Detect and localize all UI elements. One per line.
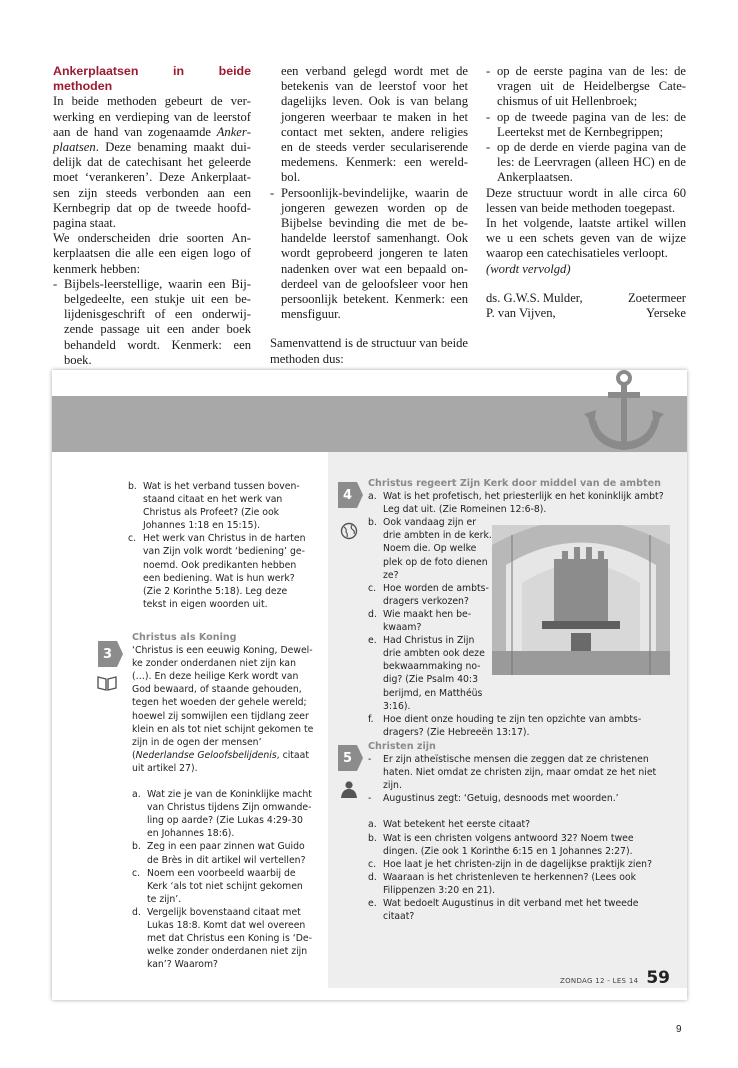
question-item: a. Wat is het profetisch, het priesterlijk en het koninklijk ambt? Leg dat uit. (Zie Romeinen 12:6-8).	[368, 491, 664, 516]
question-item: d. Wie maakt hen bekwaam?	[368, 608, 472, 634]
paragraph: In beide methoden gebeurt de verwerking en verdieping van de leerstof aan de hand van zogenaamde Ankerplaatsen. Deze benaming maakt duidelijk dat de catechisant het geleerde moet ‘verankeren’. Deze Ankerplaatsen zijn steeds verbonden aan een Kernbegrip dat op de tweede hoofdpagina staat.	[53, 94, 251, 231]
list-item: - Persoonlijk-bevindelijke, waarin de jongeren gewezen worden op de Bijbelse bevinding die met de behandelde leerstof samenhangt. Ook wordt geprobeerd jongeren te laten nadenken over wat een bepaald onderdeel van de geloofsleer voor hen persoonlijk betekent. Kenmerk: een mensfiguur.	[270, 185, 468, 322]
question-item: b. Zeg in een paar zinnen wat Guido de Brès in dit artikel wil vertellen?	[132, 841, 306, 866]
page-number: 9	[676, 1024, 682, 1035]
question-item: c. Noem een voorbeeld waarbij de Kerk ‘als tot niet schijnt gekomen te zijn’.	[132, 867, 303, 905]
section-4-title: Christus regeert Zijn Kerk door middel van de ambten	[368, 478, 661, 489]
book-page-image	[52, 370, 687, 1000]
question-item: d. Vergelijk bovenstaand citaat met Lukas 18:8. Komt dat wel overeen met dat Christus een Koning is ‘Dewelke zonder onderdanen niet zijn kan’? Waarom?	[132, 906, 312, 971]
footer-label: ZONDAG 12 - LES 14	[560, 977, 639, 985]
article-column-3	[486, 64, 686, 321]
section-4-badge: 4	[338, 482, 357, 508]
paragraph: We onderscheiden drie soorten Ankerplaatsen die alle een eigen logo of kenmerk hebben:	[53, 231, 251, 276]
footer-page-number: 59	[646, 968, 670, 988]
section-5	[368, 740, 670, 923]
question-item: f. Hoe dient onze houding te zijn ten opzichte van ambtsdragers? (Zie Hebreeën 13:17).	[368, 713, 642, 738]
section-3-questions	[132, 788, 314, 971]
section-5-bullet: - Augustinus zegt: ‘Getuig, desnoods met woorden.’	[368, 793, 619, 805]
summary-paragraph: Samenvattend is de structuur van beide methoden dus:	[270, 336, 468, 366]
question-item: c. Hoe laat je het christen-zijn in de dagelijkse praktijk zien?	[368, 858, 653, 870]
signature-1: ds. G.W.S. Mulder, Zoetermeer	[486, 290, 686, 305]
article-column-2	[270, 64, 468, 367]
question-item: c. Hoe worden de ambtsdragers verkozen?	[368, 582, 489, 607]
church-photo	[492, 525, 670, 675]
globe-icon	[338, 522, 360, 540]
question-c: c. Het werk van Christus in de harten van Zijn volk wordt ‘bediening’ genoemd. Ook predikanten hebben een bediening. Wat is hun werk? (Zie 2 Korinthe 5:18). Leg deze tekst in eigen woorden uit.	[128, 533, 306, 610]
article-heading: Ankerplaatsen in beide methoden	[53, 64, 251, 94]
list-item-continued: een verband gelegd wordt met de betekenis van de leerstof voor het dagelijks leven. Ook is van belang jongeren weerbaar te maken in het contact met sekten, andere religies en de steeds verder seculariserende medemens. Kenmerk: een wereldbol.	[281, 64, 468, 185]
left-questions	[128, 480, 308, 611]
section-3	[132, 631, 314, 971]
question-item: e. Had Christus in Zijn drie ambten ook deze bekwaammaking nodig? (Zie Psalm 40:3 berijmd, en Matthéüs 3:16).	[368, 635, 485, 712]
paragraph: Deze structuur wordt in alle circa 60 lessen van beide methoden toegepast.	[486, 185, 686, 215]
anchor-icon	[582, 370, 666, 454]
section-3-quote: ‘Christus is een eeuwig Koning, Dewelke zonder onderdanen niet zijn kan (…). En deze heilige Kerk wordt van God bewaard, of staande gehouden, tegen het woeden der gehele wereld; hoewel zij somwijlen een tijdlang zeer klein en als tot niet schijnt gekomen te zijn in de ogen der mensen’ (Nederlandse Geloofsbelijdenis, citaat uit artikel 27).	[132, 645, 314, 774]
list-item: - op de eerste pagina van de les: de vragen uit de Heidelbergse Catechismus of uit Hellenbroek;	[486, 64, 686, 109]
question-item: a. Wat zie je van de Koninklijke macht van Christus tijdens Zijn omwandeling op aarde? (Zie Lukas 4:29-30 en Johannes 18:6).	[132, 789, 312, 840]
book-icon	[96, 674, 118, 692]
continuation-note: (wordt vervolgd)	[486, 261, 571, 276]
section-5-bullet: - Er zijn atheïstische mensen die zeggen dat ze christenen haten. Niet omdat ze christen zijn, maar omdat ze het niet zijn.	[368, 754, 657, 792]
question-item: a. Wat betekent het eerste citaat?	[368, 819, 531, 831]
question-item: d. Waaraan is het christenleven te herkennen? (Lees ook Filippenzen 3:20 en 21).	[368, 871, 636, 896]
list-item: - Bijbels-leerstellige, waarin een Bijbelgedeelte, een stukje uit een belijdenisgeschrift of een onderwijzende passage uit een ander boek behandeld wordt. Kenmerk: een boek.	[53, 276, 251, 367]
question-item: b. Ook vandaag zijn er drie ambten in de kerk. Noem die. Op welke plek op de foto dienen ze?	[368, 517, 492, 581]
section-5-title: Christen zijn	[368, 741, 436, 752]
question-item: e. Wat bedoelt Augustinus in dit verband met het tweede citaat?	[368, 898, 639, 923]
question-b: b. Wat is het verband tussen bovenstaand citaat en het werk van Christus als Profeet? (Zie ook Johannes 1:18 en 15:15).	[128, 481, 300, 532]
paragraph: In het volgende, laatste artikel willen we u een schets geven van de wijze waarop een catechisatieles verloopt.	[486, 216, 686, 261]
question-item: b. Wat is een christen volgens antwoord 32? Noem twee dingen. (Zie ook 1 Korinthe 6:15 en 1 Johannes 2:27).	[368, 832, 634, 857]
section-3-badge: 3	[98, 641, 117, 667]
list-item: - op de derde en vierde pagina van de les: de Leervragen (alleen HC) en de Ankerplaatsen.	[486, 140, 686, 185]
list-item: - op de tweede pagina van de les: de Leertekst met de Kernbegrippen;	[486, 109, 686, 139]
section-5-badge: 5	[338, 745, 357, 771]
section-5-questions	[368, 818, 670, 923]
signature-2: P. van Vijven, Yerseke	[486, 306, 686, 321]
person-icon	[338, 780, 360, 798]
section-3-title: Christus als Koning	[132, 632, 237, 643]
book-page-footer	[530, 968, 670, 988]
article-column-1	[53, 64, 251, 383]
